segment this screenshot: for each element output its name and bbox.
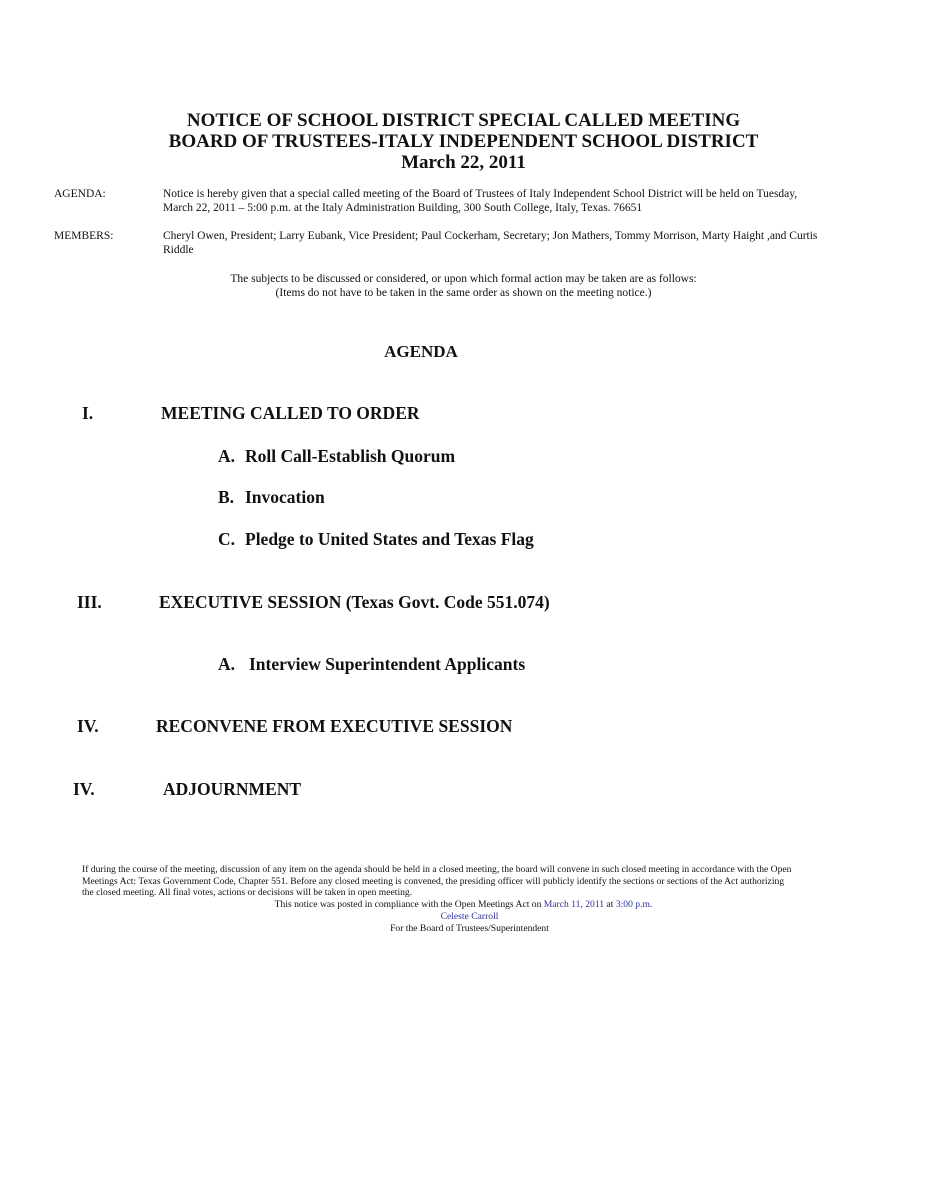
closed-meeting-notice xyxy=(82,864,872,899)
agenda-notice-line-1: Notice is hereby given that a special called meeting of the Board of Trustees of Italy Independent School District will be held on Tuesday, xyxy=(163,188,798,200)
title-line-2: BOARD OF TRUSTEES-ITALY INDEPENDENT SCHOOL DISTRICT xyxy=(168,131,759,152)
posted-time: 3:00 p.m. xyxy=(615,899,653,910)
subjects-statement xyxy=(0,272,927,300)
item-letter: A. xyxy=(218,654,236,674)
members-label: MEMBERS: xyxy=(54,230,114,242)
meeting-date: March 22, 2011 xyxy=(401,152,526,173)
document-title xyxy=(0,110,927,173)
posted-at: at xyxy=(604,899,616,910)
subjects-line-1: The subjects to be discussed or considered, or upon which formal action may be taken are as follows: xyxy=(230,273,697,285)
agenda-item-roll-call xyxy=(218,446,455,467)
agenda-notice-line-2: March 22, 2011 – 5:00 p.m. at the Italy Administration Building, 300 South College, Italy, Texas. 76651 xyxy=(163,202,643,214)
section-numeral: IV. xyxy=(77,716,99,736)
item-text: Pledge to United States and Texas Flag xyxy=(245,529,534,549)
section-numeral: IV. xyxy=(73,779,95,799)
posted-date: March 11, 2011 xyxy=(543,899,605,910)
signer-name: Celeste Carroll xyxy=(440,911,499,922)
members-text xyxy=(163,229,883,257)
members-line-1: Cheryl Owen, President; Larry Eubank, Vice President; Paul Cockerham, Secretary; Jon Mathers, Tommy Morrison, Marty Haight ,and Curtis xyxy=(163,230,818,242)
closed-meeting-line-3: the closed meeting. All final votes, actions or decisions will be taken in open meeting. xyxy=(82,887,413,898)
signer-title: For the Board of Trustees/Superintendent xyxy=(390,923,549,934)
section-numeral: I. xyxy=(82,403,94,423)
section-numeral: III. xyxy=(77,592,102,612)
title-line-1: NOTICE OF SCHOOL DISTRICT SPECIAL CALLED MEETING xyxy=(186,110,741,131)
posting-statement xyxy=(0,899,927,911)
closed-meeting-line-1: If during the course of the meeting, discussion of any item on the agenda should be held in a closed meeting, the board will convene in such closed meeting in accordance with the Open xyxy=(82,864,792,875)
agenda-label: AGENDA: xyxy=(54,188,106,200)
posted-prefix: This notice was posted in compliance with the Open Meetings Act on xyxy=(274,899,544,910)
agenda-heading: AGENDA xyxy=(384,342,458,361)
section-title-reconvene: RECONVENE FROM EXECUTIVE SESSION xyxy=(156,716,513,736)
agenda-item-interview-applicants xyxy=(218,654,525,675)
members-line-2: Riddle xyxy=(163,244,194,256)
agenda-item-pledge xyxy=(218,529,534,550)
item-letter: C. xyxy=(218,529,236,549)
agenda-notice-text xyxy=(163,187,883,215)
item-letter: A. xyxy=(218,446,236,466)
item-text: Invocation xyxy=(245,487,325,507)
subjects-line-2: (Items do not have to be taken in the same order as shown on the meeting notice.) xyxy=(275,287,652,299)
item-letter: B. xyxy=(218,487,235,507)
item-text: Interview Superintendent Applicants xyxy=(249,654,526,674)
agenda-item-invocation xyxy=(218,487,325,508)
closed-meeting-line-2: Meetings Act: Texas Government Code, Chapter 551. Before any closed meeting is convened, the presiding officer will publicly identify the sections or sections of the Act authorizing xyxy=(82,875,785,887)
section-title-adjournment: ADJOURNMENT xyxy=(163,779,302,799)
section-title-meeting-called-to-order: MEETING CALLED TO ORDER xyxy=(161,403,420,423)
section-title-executive-session: EXECUTIVE SESSION (Texas Govt. Code 551.074) xyxy=(159,592,550,612)
item-text: Roll Call-Establish Quorum xyxy=(245,446,456,466)
